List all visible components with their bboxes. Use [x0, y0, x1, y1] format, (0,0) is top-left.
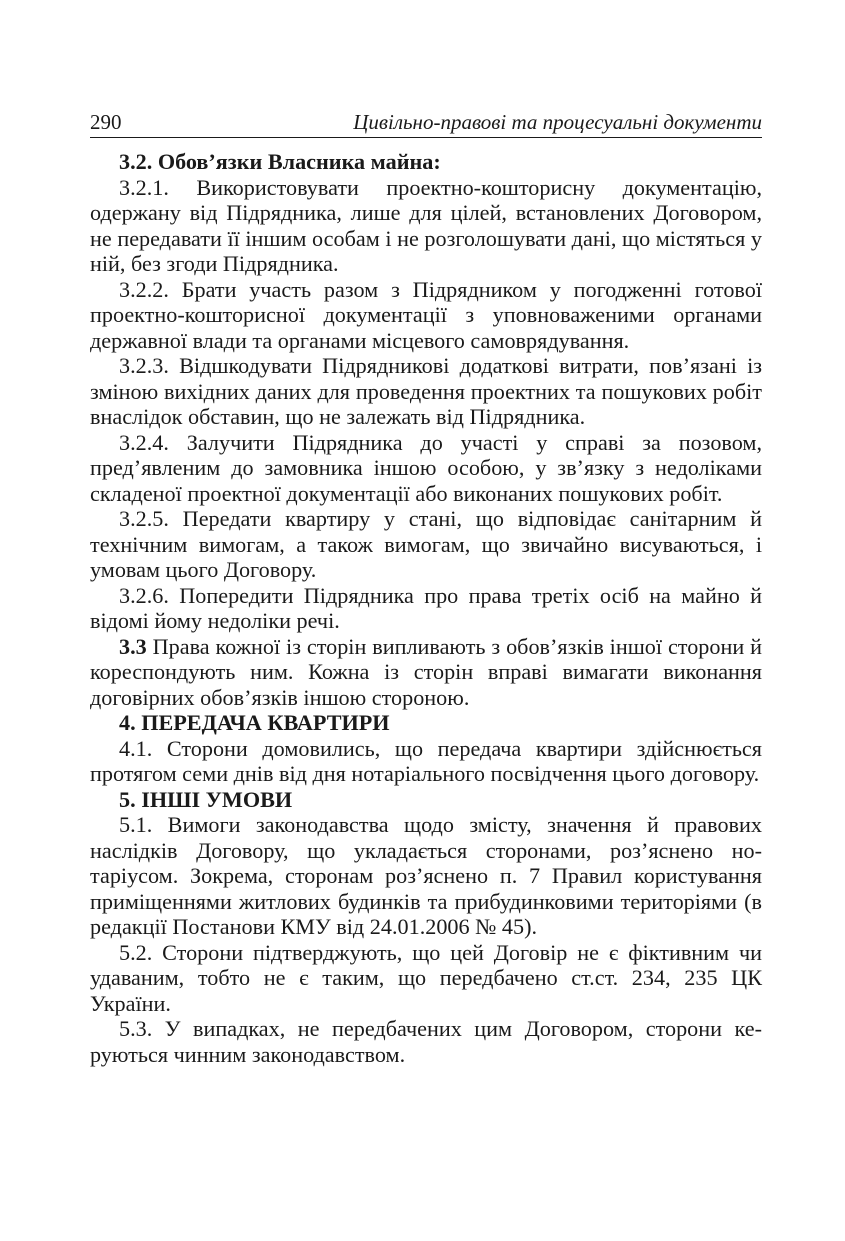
- paragraph: 3.2.3. Відшкодувати Підрядникові додаткові витрати, пов’язані із зміною вихідних даних для проведення проектних та пошукових робіт внаслідок обставин, що не залежать від Підрядника.: [90, 353, 762, 429]
- section-heading: 5. ІНШІ УМОВИ: [119, 786, 293, 812]
- paragraph: 3.2.4. Залучити Підрядника до участі у справі за позовом, пред’явленим до замовника іншою особою, у зв’язку з недоліками складеної проектної документації або виконаних пошукових робіт.: [90, 429, 762, 506]
- paragraph: 4.1. Сторони домовились, що передача квартири здійснюється протягом семи днів від дня нотаріального посвідчення цього договору.: [90, 735, 762, 786]
- document-page: [90, 108, 762, 1067]
- section-heading: 3.2. Обов’язки Власника майна:: [119, 149, 441, 174]
- paragraph: 3.2.5. Передати квартиру у стані, що відповідає санітарним й технічним вимогам, а також вимогам, що звичайно висуваються, і умовам цього Договору.: [90, 506, 762, 582]
- running-title: Цивільно-правові та процесуальні документи: [353, 110, 762, 134]
- page-number: 290: [90, 110, 122, 134]
- paragraph-lead-number: 3.3: [119, 633, 147, 659]
- paragraph-text: Права кожної із сторін випливають з обов’язків іншої сторони й кореспондують ним. Кожна із сторін вправі вимагати виконання договірних обов’язків іншою стороною.: [90, 633, 762, 710]
- running-header: [90, 108, 762, 138]
- paragraph: 5.3. У випадках, не передбачених цим Договором, сторони керуються чинним законодавством.: [90, 1016, 762, 1067]
- paragraph: [90, 634, 762, 711]
- paragraph: 5.2. Сторони підтверджують, що цей Договір не є фіктивним чи удаваним, тобто не є таким, що передбачено ст.ст. 234, 235 ЦК України.: [90, 939, 762, 1016]
- paragraph: 3.2.6. Попередити Підрядника про права третіх осіб на майно й відомі йому недоліки речі.: [90, 582, 762, 633]
- paragraph: 5.1. Вимоги законодавства щодо змісту, значення й правових наслідків Договору, що укладається сторонами, роз’яснено нотаріусом. Зокрема, сторонам роз’яснено п. 7 Правил користування приміщеннями житлових будинків та прибудинковими територіями (в редакції Постанови КМУ від 24.01.2006 № 45).: [90, 812, 762, 939]
- paragraph: 3.2.2. Брати участь разом з Підрядником у погодженні готової проектно-кошторисної документації з уповноваженими органами державної влади та органами місцевого самоврядування.: [90, 276, 762, 353]
- section-heading: 4. ПЕРЕДАЧА КВАРТИРИ: [119, 710, 390, 735]
- document-body: [90, 149, 762, 1067]
- paragraph: 3.2.1. Використовувати проектно-кошторисну документацію, одержану від Підрядника, лише для цілей, встановлених Договором, не передавати її іншим особам і не розголошувати дані, що містяться у ній, без згоди Підрядника.: [90, 174, 762, 276]
